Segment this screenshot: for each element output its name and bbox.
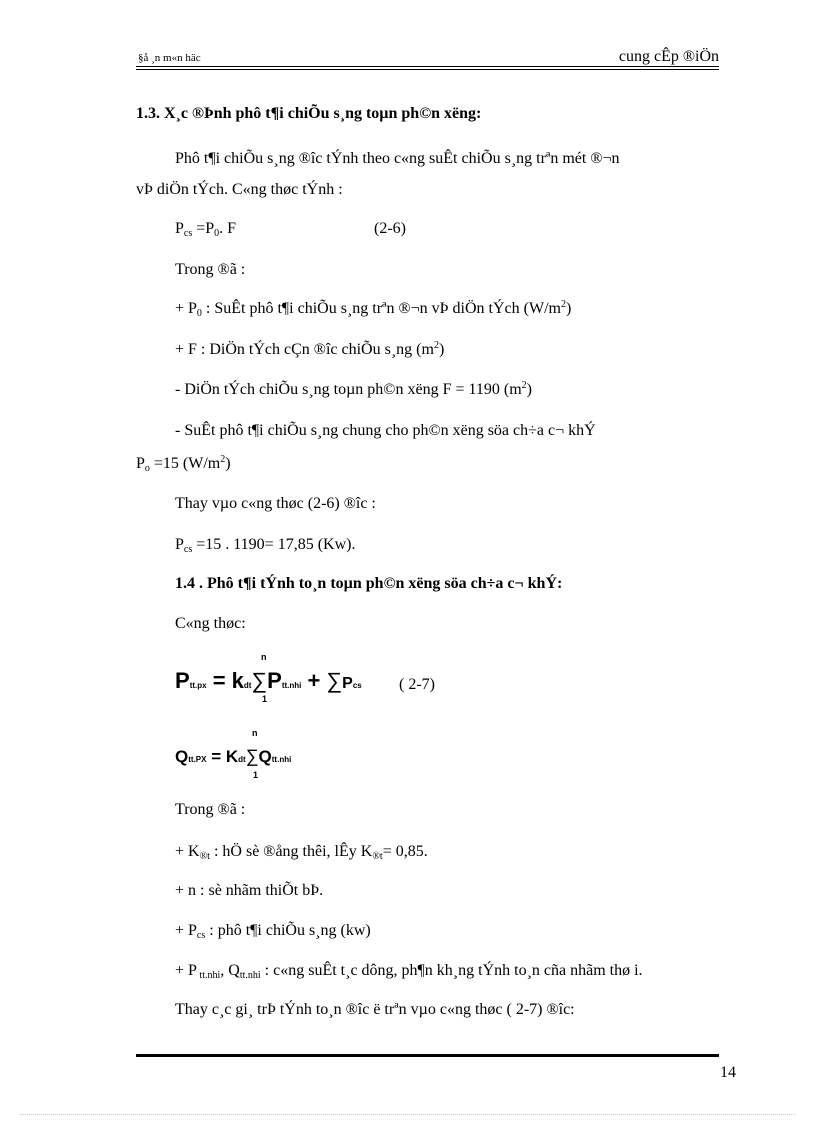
formula-2-7: n 1 Ptt.px = kdt∑Ptt.nhi + ∑Pcs	[175, 652, 362, 704]
section-heading-1-3: 1.3. X¸c ®Þnh phô t¶i chiÕu s¸ng toµn ph©n xëng:	[136, 105, 482, 122]
formula-2-6: $P_{cs} =P_0$. F	[175, 220, 237, 239]
paragraph-line: vÞ diÖn tÝch. C«ng thøc tÝnh :	[136, 181, 343, 198]
footer-rule	[136, 1054, 719, 1057]
substitution-line: Thay vµo c«ng thøc (2-6) ®îc :	[175, 495, 376, 512]
header-rule	[136, 66, 719, 67]
formula-q: n 1 Qtt.PX = Kdt∑Qtt.nhi	[175, 728, 292, 780]
header-left: §å ¸n m«n häc	[138, 52, 201, 64]
trong-do-label: Trong ®ã :	[175, 261, 246, 278]
cong-thuc-label: C«ng thøc:	[175, 615, 246, 632]
formula-number: ( 2-7)	[399, 676, 435, 693]
list-item-p0: + $P_0$ : SuÊt phô t¶i chiÕu s¸ng trªn ®¬n vÞ diÖn tÝch $(W/m^2)$	[175, 299, 572, 319]
list-item-k: + $K_{®t}$ : hÖ sè ®ång thêi, lÊy $K_{®t}= 0,85$.	[175, 843, 428, 862]
list-item-f: + F : DiÖn tÝch cÇn ®îc chiÕu s¸ng $(m^2)$	[175, 340, 445, 358]
list-item-n: + n : sè nhãm thiÕt bÞ.	[175, 882, 324, 899]
list-item-ptt: + P $_{tt.nhi}$, $Q_{tt.nhi}$ : c«ng suÊt t¸c dông, ph¶n kh¸ng tÝnh to¸n cña nhãm thø i.	[175, 962, 643, 981]
page-number: 14	[720, 1064, 736, 1081]
trong-do-label-2: Trong ®ã :	[175, 801, 246, 818]
list-item-suat-cont: $P_o =15$ $(W/m^2)$	[136, 454, 231, 474]
paragraph-line: Phô t¶i chiÕu s¸ng ®îc tÝnh theo c«ng suÊt chiÕu s¸ng trªn mét ®¬n	[175, 150, 620, 167]
section-heading-1-4: 1.4 . Phô t¶i tÝnh to¸n toµn ph©n xëng söa ch÷a c¬ khÝ:	[175, 575, 563, 592]
formula-number: (2-6)	[374, 220, 406, 237]
page-bottom-border	[20, 1114, 796, 1115]
list-item-pcs: + $P_{cs}$ : phô t¶i chiÕu s¸ng (kw)	[175, 922, 371, 941]
result-pcs: $P_{cs} =15$ . 1190= 17,85 (Kw).	[175, 536, 356, 555]
header-right: cung cÊp ®iÖn	[618, 48, 719, 65]
list-item-area: - DiÖn tÝch chiÕu s¸ng toµn ph©n xëng F = 1190 $(m^2)$	[175, 380, 532, 398]
header-rule-2	[136, 69, 719, 70]
final-line: Thay c¸c gi¸ trÞ tÝnh to¸n ®îc ë trªn vµo c«ng thøc ( 2-7) ®îc:	[175, 1001, 575, 1018]
list-item-suat: - SuÊt phô t¶i chiÕu s¸ng chung cho ph©n xëng söa ch÷a c¬ khÝ	[175, 422, 596, 439]
